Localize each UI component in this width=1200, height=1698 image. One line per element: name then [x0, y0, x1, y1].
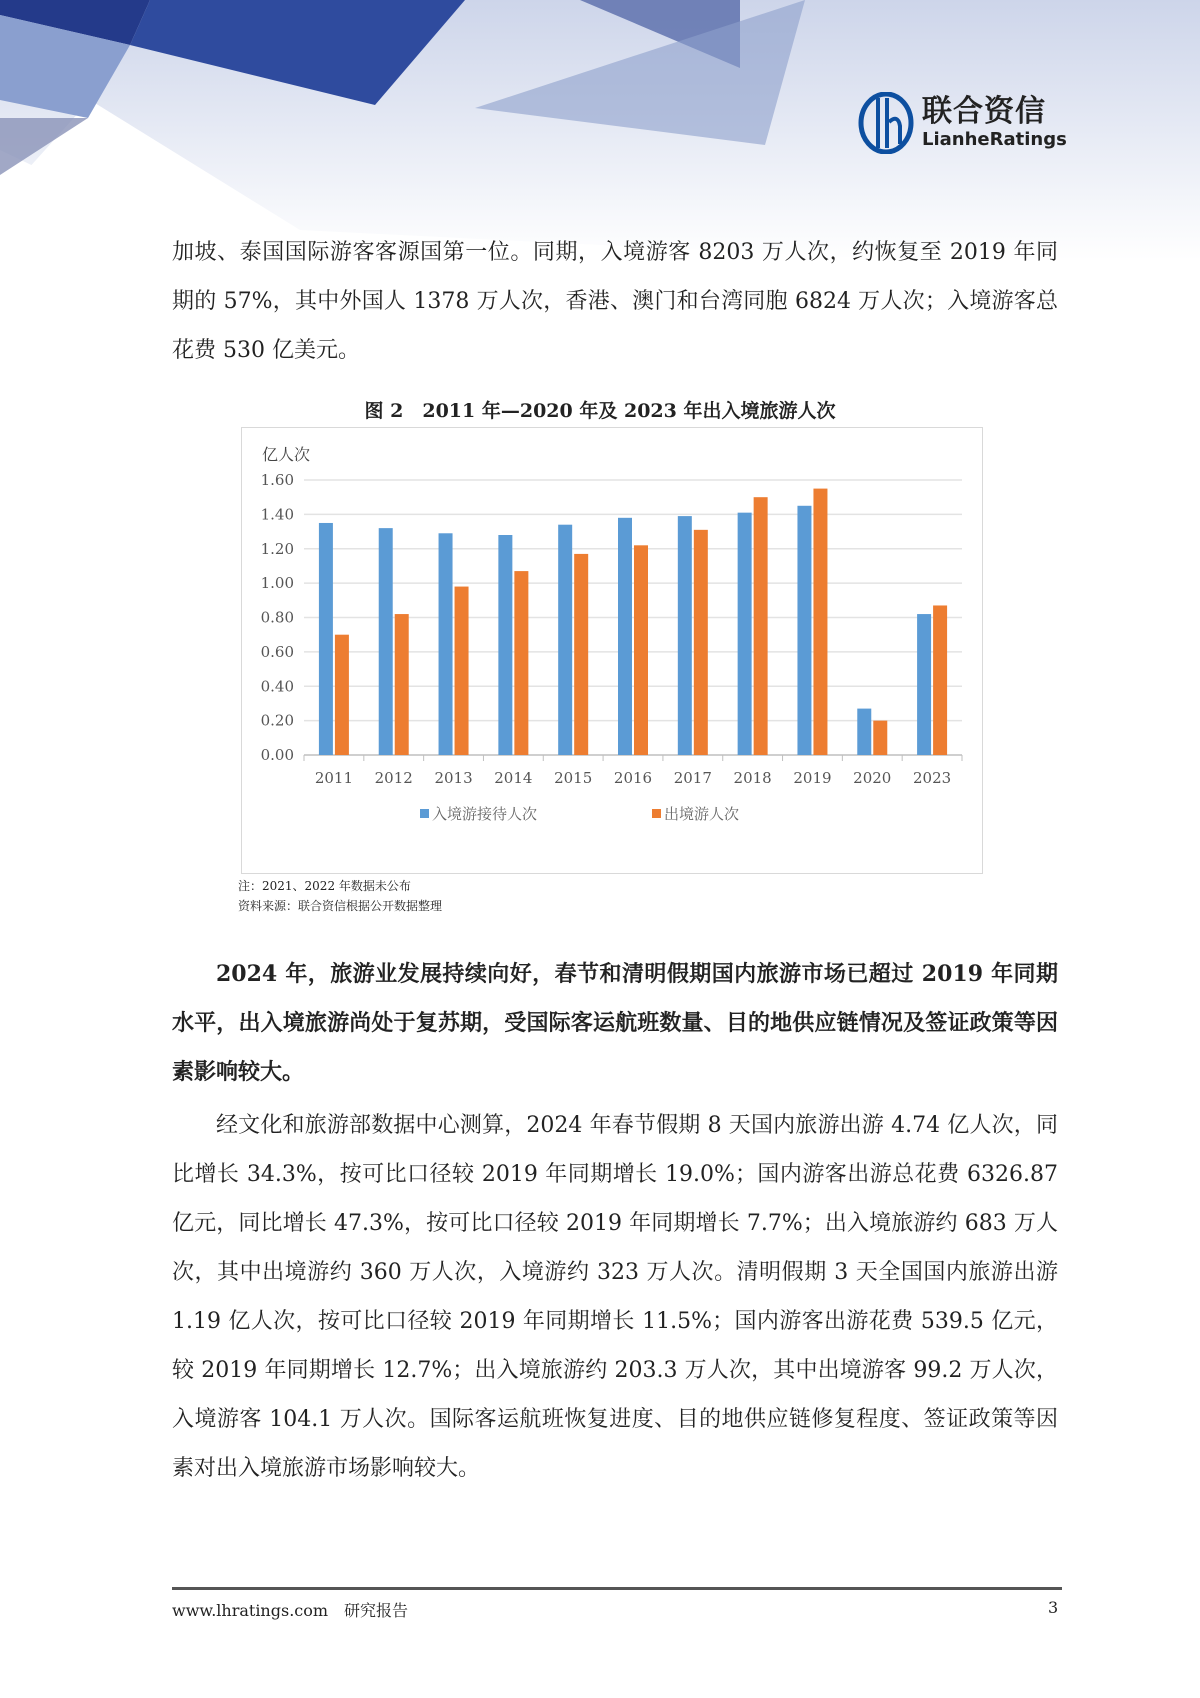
x-tick-label: 2018	[733, 769, 772, 787]
y-tick-label: 0.20	[260, 711, 294, 730]
paragraph-2024-summary: 2024 年，旅游业发展持续向好，春节和清明假期国内旅游市场已超过 2019 年同期水平，出入境旅游尚处于复苏期，受国际客运航班数量、目的地供应链情况及签证政策等因素影响较大。	[172, 961, 1058, 1085]
y-tick-label: 1.40	[260, 505, 294, 524]
bar-outbound-2018	[754, 497, 768, 755]
logo-en-text: LianheRatings	[922, 129, 1067, 150]
y-tick-label: 1.60	[260, 471, 294, 489]
x-tick-label: 2016	[613, 769, 653, 787]
bar-outbound-2016	[634, 545, 648, 755]
legend-label-outbound: 出境游人次	[664, 805, 740, 823]
lianhe-logo-icon	[858, 92, 914, 154]
bar-inbound-2018	[738, 513, 752, 755]
y-tick-label: 0.00	[260, 746, 294, 764]
paragraph-holiday-data: 经文化和旅游部数据中心测算，2024 年春节假期 8 天国内旅游出游 4.74 亿人次，同比增长 34.3%，按可比口径较 2019 年同期增长 19.0%；国内游客出游总花费 6326.87 亿元，同比增长 47.3%，按可比口径较 2019 年同期增长 7.7%；出入境旅游约 683 万人次，其中出境游约 360 万人次，入境游约 323 万人次。清明假期 3 天全国国内旅游出游 1.19 亿人次，按可比口径较 2019 年同期增长 11.5%；国内游客出游花费 539.5 亿元，较 2019 年同期增长 12.7%；出入境旅游约 203.3 万人次，其中出境游客 99.2 万人次，入境游客 104.1 万人次。国际客运航班恢复进度、目的地供应链修复程度、签证政策等因素对出入境旅游市场影响较大。	[172, 1113, 1058, 1481]
y-tick-label: 1.00	[260, 574, 294, 593]
page-number: 3	[1048, 1598, 1059, 1617]
bar-outbound-2020	[873, 721, 887, 755]
x-tick-label: 2013	[434, 769, 473, 787]
figure-note: 注：2021、2022 年数据未公布	[238, 879, 411, 893]
bar-outbound-2019	[813, 489, 827, 755]
x-tick-label: 2020	[853, 769, 892, 787]
x-tick-label: 2023	[912, 769, 952, 787]
bar-outbound-2014	[514, 571, 528, 755]
y-tick-label: 0.60	[260, 642, 294, 661]
bar-outbound-2013	[455, 587, 469, 755]
figure-source: 资料来源：联合资信根据公开数据整理	[238, 899, 443, 913]
bar-outbound-2017	[694, 530, 708, 755]
x-tick-label: 2012	[374, 769, 413, 787]
y-tick-label: 0.80	[260, 608, 294, 627]
bar-inbound-2013	[439, 533, 453, 755]
y-axis-label: 亿人次	[262, 445, 311, 464]
x-tick-label: 2014	[494, 769, 533, 787]
bar-inbound-2017	[678, 516, 692, 755]
y-tick-label: 0.40	[260, 677, 294, 696]
legend-swatch-inbound	[420, 809, 429, 818]
bar-outbound-2011	[335, 635, 349, 755]
bar-outbound-2015	[574, 554, 588, 755]
lianhe-logo	[858, 92, 1067, 154]
bar-chart	[242, 428, 984, 875]
bar-inbound-2019	[797, 506, 811, 755]
legend-label-inbound: 入境游接待人次	[432, 805, 538, 823]
y-tick-label: 1.20	[260, 539, 294, 558]
paragraph-inbound-2023: 加坡、泰国国际游客客源国第一位。同期，入境游客 8203 万人次，约恢复至 2019 年同期的 57%，其中外国人 1378 万人次，香港、澳门和台湾同胞 6824 万人次；入境游客总花费 530 亿美元。	[172, 240, 1058, 363]
footer-divider	[172, 1587, 1062, 1590]
legend-swatch-outbound	[652, 809, 661, 818]
x-tick-label: 2011	[314, 769, 354, 787]
x-tick-label: 2015	[554, 769, 593, 787]
bar-inbound-2020	[857, 709, 871, 755]
bar-outbound-2023	[933, 605, 947, 755]
bar-inbound-2012	[379, 528, 393, 755]
bar-inbound-2015	[558, 525, 572, 755]
footer-site: www.lhratings.com 研究报告	[172, 1601, 409, 1620]
x-tick-label: 2019	[793, 769, 832, 787]
header-banner	[0, 0, 1200, 260]
chart-container	[241, 427, 983, 874]
logo-cn-text: 联合资信	[922, 94, 1046, 129]
bar-outbound-2012	[395, 614, 409, 755]
bar-inbound-2016	[618, 518, 632, 755]
x-tick-label: 2017	[673, 769, 712, 787]
bar-inbound-2014	[498, 535, 512, 755]
bar-inbound-2011	[319, 523, 333, 755]
bar-inbound-2023	[917, 614, 931, 755]
figure-title: 图 2 2011 年—2020 年及 2023 年出入境旅游人次	[364, 400, 836, 422]
